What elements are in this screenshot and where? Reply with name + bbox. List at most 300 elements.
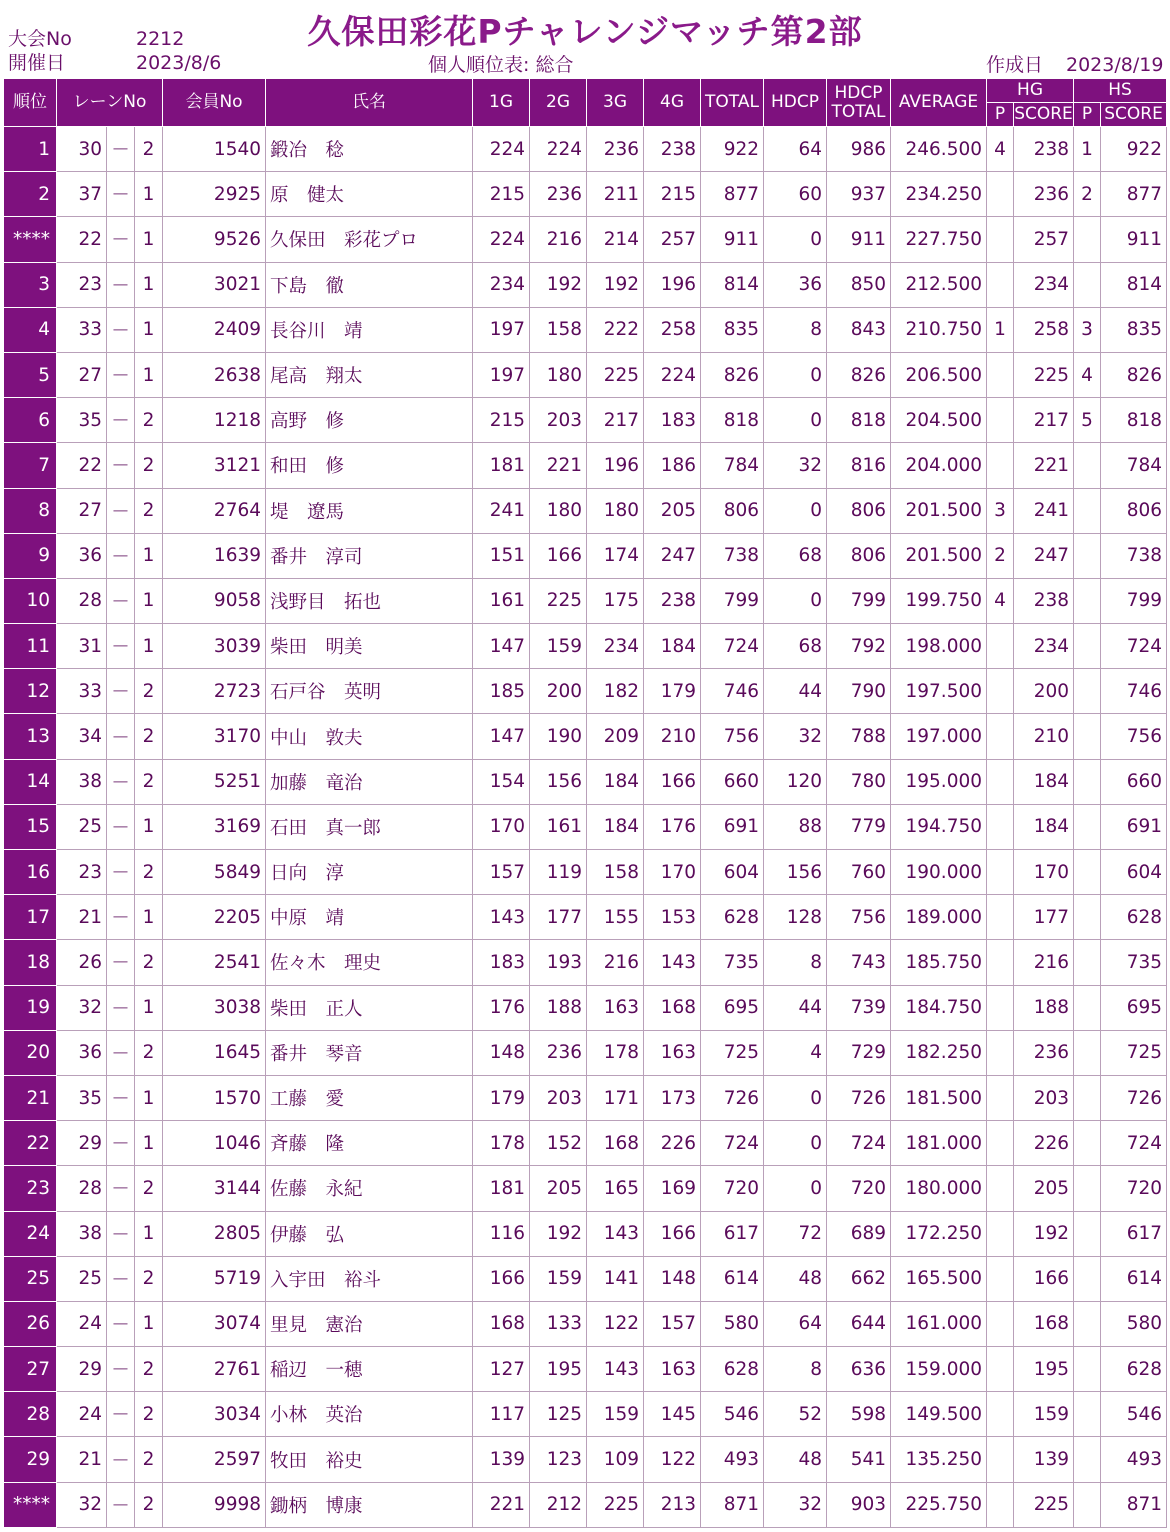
event-date: 2023/8/6 bbox=[136, 52, 222, 74]
hg-score-cell: 192 bbox=[1014, 1211, 1074, 1256]
lane-separator: － bbox=[107, 714, 135, 759]
game-1-cell: 166 bbox=[473, 1256, 530, 1301]
hdcp-cell: 128 bbox=[764, 895, 827, 940]
member-no-cell: 5719 bbox=[163, 1256, 266, 1301]
hdcp-cell: 44 bbox=[764, 985, 827, 1030]
lane-cell: 24 bbox=[57, 1301, 107, 1346]
col-hs-p: P bbox=[1074, 103, 1101, 127]
member-no-cell: 1645 bbox=[163, 1030, 266, 1075]
lane-separator: － bbox=[107, 578, 135, 623]
hs-p-cell bbox=[1074, 985, 1101, 1030]
average-cell: 201.500 bbox=[891, 488, 987, 533]
rank-cell: 16 bbox=[4, 850, 57, 895]
hs-score-cell: 660 bbox=[1101, 759, 1167, 804]
average-cell: 212.500 bbox=[891, 262, 987, 307]
name-cell: 斉藤 隆 bbox=[266, 1121, 473, 1166]
member-no-cell: 1218 bbox=[163, 398, 266, 443]
hg-p-cell bbox=[987, 714, 1014, 759]
hs-score-cell: 726 bbox=[1101, 1075, 1167, 1120]
hdcp-cell: 0 bbox=[764, 1166, 827, 1211]
col-game-2: 2G bbox=[530, 79, 587, 127]
hs-score-cell: 628 bbox=[1101, 895, 1167, 940]
hg-score-cell: 257 bbox=[1014, 217, 1074, 262]
hg-p-cell bbox=[987, 1166, 1014, 1211]
lane-separator: － bbox=[107, 940, 135, 985]
average-cell: 189.000 bbox=[891, 895, 987, 940]
lane-sub-cell: 2 bbox=[135, 443, 163, 488]
total-cell: 756 bbox=[701, 714, 764, 759]
lane-separator: － bbox=[107, 1347, 135, 1392]
hs-score-cell: 493 bbox=[1101, 1437, 1167, 1482]
lane-cell: 22 bbox=[57, 443, 107, 488]
hs-score-cell: 735 bbox=[1101, 940, 1167, 985]
game-3-cell: 158 bbox=[587, 850, 644, 895]
lane-sub-cell: 1 bbox=[135, 307, 163, 352]
name-cell: 久保田 彩花プロ bbox=[266, 217, 473, 262]
lane-sub-cell: 1 bbox=[135, 217, 163, 262]
hs-p-cell bbox=[1074, 262, 1101, 307]
lane-cell: 28 bbox=[57, 578, 107, 623]
game-2-cell: 192 bbox=[530, 262, 587, 307]
member-no-cell: 3021 bbox=[163, 262, 266, 307]
hs-p-cell bbox=[1074, 804, 1101, 849]
lane-separator: － bbox=[107, 307, 135, 352]
lane-cell: 25 bbox=[57, 1256, 107, 1301]
average-cell: 159.000 bbox=[891, 1347, 987, 1392]
member-no-cell: 3038 bbox=[163, 985, 266, 1030]
hdcp-total-cell: 598 bbox=[827, 1392, 891, 1437]
game-1-cell: 178 bbox=[473, 1121, 530, 1166]
hs-p-cell bbox=[1074, 1121, 1101, 1166]
average-cell: 172.250 bbox=[891, 1211, 987, 1256]
hg-p-cell bbox=[987, 1256, 1014, 1301]
name-cell: 下島 徹 bbox=[266, 262, 473, 307]
game-1-cell: 176 bbox=[473, 985, 530, 1030]
game-3-cell: 122 bbox=[587, 1301, 644, 1346]
lane-sub-cell: 2 bbox=[135, 759, 163, 804]
hg-p-cell bbox=[987, 940, 1014, 985]
hdcp-cell: 0 bbox=[764, 217, 827, 262]
lane-cell: 25 bbox=[57, 804, 107, 849]
hg-score-cell: 216 bbox=[1014, 940, 1074, 985]
hg-score-cell: 166 bbox=[1014, 1256, 1074, 1301]
name-cell: 番井 琴音 bbox=[266, 1030, 473, 1075]
table-row bbox=[4, 443, 1167, 488]
average-cell: 194.750 bbox=[891, 804, 987, 849]
game-3-cell: 165 bbox=[587, 1166, 644, 1211]
hdcp-total-cell: 911 bbox=[827, 217, 891, 262]
table-row bbox=[4, 895, 1167, 940]
game-4-cell: 247 bbox=[644, 533, 701, 578]
game-3-cell: 182 bbox=[587, 669, 644, 714]
hg-score-cell: 241 bbox=[1014, 488, 1074, 533]
hg-p-cell bbox=[987, 895, 1014, 940]
member-no-cell: 1639 bbox=[163, 533, 266, 578]
hdcp-cell: 156 bbox=[764, 850, 827, 895]
hdcp-total-cell: 636 bbox=[827, 1347, 891, 1392]
hdcp-cell: 8 bbox=[764, 940, 827, 985]
game-3-cell: 175 bbox=[587, 578, 644, 623]
average-cell: 199.750 bbox=[891, 578, 987, 623]
hdcp-cell: 36 bbox=[764, 262, 827, 307]
total-cell: 617 bbox=[701, 1211, 764, 1256]
name-cell: 入宇田 裕斗 bbox=[266, 1256, 473, 1301]
lane-sub-cell: 1 bbox=[135, 533, 163, 578]
hs-p-cell bbox=[1074, 443, 1101, 488]
total-cell: 724 bbox=[701, 624, 764, 669]
hdcp-cell: 68 bbox=[764, 624, 827, 669]
rank-cell: 2 bbox=[4, 172, 57, 217]
table-row bbox=[4, 533, 1167, 578]
name-cell: 鍛冶 稔 bbox=[266, 127, 473, 172]
hs-p-cell bbox=[1074, 669, 1101, 714]
member-no-cell: 2409 bbox=[163, 307, 266, 352]
col-hdcp: HDCP bbox=[764, 79, 827, 127]
average-cell: 149.500 bbox=[891, 1392, 987, 1437]
hg-score-cell: 225 bbox=[1014, 1482, 1074, 1527]
name-cell: 鋤柄 博康 bbox=[266, 1482, 473, 1527]
total-cell: 628 bbox=[701, 1347, 764, 1392]
hg-p-cell bbox=[987, 1347, 1014, 1392]
hs-p-cell: 5 bbox=[1074, 398, 1101, 443]
hs-score-cell: 614 bbox=[1101, 1256, 1167, 1301]
game-4-cell: 183 bbox=[644, 398, 701, 443]
rank-cell: 24 bbox=[4, 1211, 57, 1256]
member-no-cell: 9526 bbox=[163, 217, 266, 262]
hs-score-cell: 922 bbox=[1101, 127, 1167, 172]
hdcp-cell: 8 bbox=[764, 307, 827, 352]
total-cell: 614 bbox=[701, 1256, 764, 1301]
game-1-cell: 151 bbox=[473, 533, 530, 578]
game-2-cell: 225 bbox=[530, 578, 587, 623]
game-3-cell: 209 bbox=[587, 714, 644, 759]
average-cell: 210.750 bbox=[891, 307, 987, 352]
average-cell: 197.500 bbox=[891, 669, 987, 714]
hg-p-cell bbox=[987, 1301, 1014, 1346]
hg-p-cell bbox=[987, 669, 1014, 714]
hs-p-cell: 3 bbox=[1074, 307, 1101, 352]
name-cell: 和田 修 bbox=[266, 443, 473, 488]
game-2-cell: 203 bbox=[530, 1075, 587, 1120]
member-no-cell: 2764 bbox=[163, 488, 266, 533]
lane-separator: － bbox=[107, 1211, 135, 1256]
average-cell: 206.500 bbox=[891, 352, 987, 397]
total-cell: 493 bbox=[701, 1437, 764, 1482]
lane-separator: － bbox=[107, 1030, 135, 1075]
name-cell: 原 健太 bbox=[266, 172, 473, 217]
total-cell: 691 bbox=[701, 804, 764, 849]
total-cell: 695 bbox=[701, 985, 764, 1030]
hg-p-cell bbox=[987, 985, 1014, 1030]
lane-cell: 32 bbox=[57, 1482, 107, 1527]
game-2-cell: 224 bbox=[530, 127, 587, 172]
total-cell: 628 bbox=[701, 895, 764, 940]
lane-cell: 32 bbox=[57, 985, 107, 1030]
col-game-1: 1G bbox=[473, 79, 530, 127]
game-3-cell: 184 bbox=[587, 759, 644, 804]
hdcp-cell: 52 bbox=[764, 1392, 827, 1437]
lane-separator: － bbox=[107, 398, 135, 443]
hdcp-total-cell: 689 bbox=[827, 1211, 891, 1256]
rank-cell: 29 bbox=[4, 1437, 57, 1482]
hs-p-cell bbox=[1074, 1301, 1101, 1346]
tournament-label: 大会No bbox=[8, 28, 72, 50]
rank-cell: 14 bbox=[4, 759, 57, 804]
table-row bbox=[4, 940, 1167, 985]
hg-p-cell bbox=[987, 172, 1014, 217]
name-cell: 小林 英治 bbox=[266, 1392, 473, 1437]
member-no-cell: 3169 bbox=[163, 804, 266, 849]
table-row bbox=[4, 1347, 1167, 1392]
hg-p-cell bbox=[987, 804, 1014, 849]
name-cell: 伊藤 弘 bbox=[266, 1211, 473, 1256]
hs-score-cell: 725 bbox=[1101, 1030, 1167, 1075]
name-cell: 柴田 明美 bbox=[266, 624, 473, 669]
col-hs-score: SCORE bbox=[1101, 103, 1167, 127]
game-1-cell: 224 bbox=[473, 127, 530, 172]
hdcp-total-cell: 739 bbox=[827, 985, 891, 1030]
game-1-cell: 179 bbox=[473, 1075, 530, 1120]
hdcp-cell: 72 bbox=[764, 1211, 827, 1256]
game-3-cell: 214 bbox=[587, 217, 644, 262]
lane-cell: 33 bbox=[57, 307, 107, 352]
hdcp-total-cell: 726 bbox=[827, 1075, 891, 1120]
hdcp-total-cell: 780 bbox=[827, 759, 891, 804]
lane-cell: 37 bbox=[57, 172, 107, 217]
rank-cell: 22 bbox=[4, 1121, 57, 1166]
game-4-cell: 257 bbox=[644, 217, 701, 262]
hg-score-cell: 236 bbox=[1014, 1030, 1074, 1075]
game-1-cell: 116 bbox=[473, 1211, 530, 1256]
game-2-cell: 192 bbox=[530, 1211, 587, 1256]
hdcp-total-cell: 729 bbox=[827, 1030, 891, 1075]
hg-p-cell bbox=[987, 759, 1014, 804]
game-2-cell: 159 bbox=[530, 1256, 587, 1301]
rank-cell: 3 bbox=[4, 262, 57, 307]
col-hdcp-total-line2: TOTAL bbox=[831, 101, 886, 122]
game-2-cell: 177 bbox=[530, 895, 587, 940]
total-cell: 738 bbox=[701, 533, 764, 578]
rank-cell: 7 bbox=[4, 443, 57, 488]
hdcp-total-cell: 816 bbox=[827, 443, 891, 488]
hg-score-cell: 221 bbox=[1014, 443, 1074, 488]
game-1-cell: 170 bbox=[473, 804, 530, 849]
game-1-cell: 181 bbox=[473, 443, 530, 488]
game-2-cell: 221 bbox=[530, 443, 587, 488]
game-3-cell: 222 bbox=[587, 307, 644, 352]
hs-p-cell bbox=[1074, 1347, 1101, 1392]
hdcp-cell: 48 bbox=[764, 1256, 827, 1301]
average-cell: 181.000 bbox=[891, 1121, 987, 1166]
table-row bbox=[4, 759, 1167, 804]
lane-separator: － bbox=[107, 262, 135, 307]
table-row bbox=[4, 352, 1167, 397]
hdcp-total-cell: 799 bbox=[827, 578, 891, 623]
name-cell: 尾高 翔太 bbox=[266, 352, 473, 397]
lane-separator: － bbox=[107, 624, 135, 669]
name-cell: 加藤 竜治 bbox=[266, 759, 473, 804]
lane-separator: － bbox=[107, 1166, 135, 1211]
game-3-cell: 171 bbox=[587, 1075, 644, 1120]
game-2-cell: 205 bbox=[530, 1166, 587, 1211]
lane-separator: － bbox=[107, 1392, 135, 1437]
lane-separator: － bbox=[107, 1482, 135, 1527]
lane-separator: － bbox=[107, 669, 135, 714]
game-2-cell: 236 bbox=[530, 1030, 587, 1075]
total-cell: 806 bbox=[701, 488, 764, 533]
average-cell: 225.750 bbox=[891, 1482, 987, 1527]
rank-cell: 6 bbox=[4, 398, 57, 443]
game-4-cell: 238 bbox=[644, 127, 701, 172]
hg-score-cell: 184 bbox=[1014, 804, 1074, 849]
member-no-cell: 3144 bbox=[163, 1166, 266, 1211]
game-2-cell: 188 bbox=[530, 985, 587, 1030]
game-4-cell: 153 bbox=[644, 895, 701, 940]
hdcp-cell: 64 bbox=[764, 127, 827, 172]
total-cell: 726 bbox=[701, 1075, 764, 1120]
created-date: 2023/8/19 bbox=[1066, 54, 1164, 76]
hdcp-cell: 8 bbox=[764, 1347, 827, 1392]
hg-score-cell: 159 bbox=[1014, 1392, 1074, 1437]
game-2-cell: 195 bbox=[530, 1347, 587, 1392]
hdcp-total-cell: 806 bbox=[827, 488, 891, 533]
average-cell: 204.000 bbox=[891, 443, 987, 488]
lane-cell: 23 bbox=[57, 850, 107, 895]
lane-separator: － bbox=[107, 1075, 135, 1120]
lane-cell: 29 bbox=[57, 1121, 107, 1166]
name-cell: 里見 憲治 bbox=[266, 1301, 473, 1346]
table-row bbox=[4, 985, 1167, 1030]
lane-sub-cell: 2 bbox=[135, 398, 163, 443]
game-3-cell: 143 bbox=[587, 1347, 644, 1392]
hg-p-cell bbox=[987, 1437, 1014, 1482]
hg-score-cell: 168 bbox=[1014, 1301, 1074, 1346]
name-cell: 柴田 正人 bbox=[266, 985, 473, 1030]
hdcp-cell: 64 bbox=[764, 1301, 827, 1346]
hg-p-cell bbox=[987, 262, 1014, 307]
game-4-cell: 157 bbox=[644, 1301, 701, 1346]
hdcp-cell: 0 bbox=[764, 1121, 827, 1166]
table-row bbox=[4, 1121, 1167, 1166]
col-lane: レーンNo bbox=[57, 79, 163, 127]
game-1-cell: 143 bbox=[473, 895, 530, 940]
lane-sub-cell: 2 bbox=[135, 1166, 163, 1211]
member-no-cell: 3121 bbox=[163, 443, 266, 488]
game-1-cell: 183 bbox=[473, 940, 530, 985]
game-2-cell: 123 bbox=[530, 1437, 587, 1482]
lane-sub-cell: 2 bbox=[135, 1347, 163, 1392]
game-4-cell: 258 bbox=[644, 307, 701, 352]
page-subtitle: 個人順位表: 総合 bbox=[428, 54, 574, 76]
rank-cell: 4 bbox=[4, 307, 57, 352]
hs-score-cell: 724 bbox=[1101, 624, 1167, 669]
hdcp-cell: 0 bbox=[764, 352, 827, 397]
game-4-cell: 176 bbox=[644, 804, 701, 849]
rank-cell: 21 bbox=[4, 1075, 57, 1120]
lane-sub-cell: 1 bbox=[135, 1075, 163, 1120]
game-4-cell: 163 bbox=[644, 1030, 701, 1075]
name-cell: 工藤 愛 bbox=[266, 1075, 473, 1120]
hs-score-cell: 818 bbox=[1101, 398, 1167, 443]
game-1-cell: 221 bbox=[473, 1482, 530, 1527]
hs-p-cell: 1 bbox=[1074, 127, 1101, 172]
ranking-table bbox=[3, 78, 1167, 1528]
col-game-4: 4G bbox=[644, 79, 701, 127]
total-cell: 818 bbox=[701, 398, 764, 443]
hdcp-total-cell: 986 bbox=[827, 127, 891, 172]
hs-score-cell: 871 bbox=[1101, 1482, 1167, 1527]
hs-score-cell: 814 bbox=[1101, 262, 1167, 307]
table-row bbox=[4, 669, 1167, 714]
game-3-cell: 236 bbox=[587, 127, 644, 172]
table-row bbox=[4, 1437, 1167, 1482]
col-member: 会員No bbox=[163, 79, 266, 127]
hs-score-cell: 826 bbox=[1101, 352, 1167, 397]
member-no-cell: 2925 bbox=[163, 172, 266, 217]
table-row bbox=[4, 1256, 1167, 1301]
game-1-cell: 215 bbox=[473, 172, 530, 217]
member-no-cell: 2761 bbox=[163, 1347, 266, 1392]
game-3-cell: 234 bbox=[587, 624, 644, 669]
member-no-cell: 2805 bbox=[163, 1211, 266, 1256]
hs-p-cell bbox=[1074, 759, 1101, 804]
member-no-cell: 2638 bbox=[163, 352, 266, 397]
lane-separator: － bbox=[107, 1301, 135, 1346]
hs-score-cell: 756 bbox=[1101, 714, 1167, 759]
average-cell: 161.000 bbox=[891, 1301, 987, 1346]
game-3-cell: 143 bbox=[587, 1211, 644, 1256]
hg-p-cell bbox=[987, 1075, 1014, 1120]
hg-score-cell: 238 bbox=[1014, 127, 1074, 172]
member-no-cell: 2205 bbox=[163, 895, 266, 940]
rank-cell: 12 bbox=[4, 669, 57, 714]
hg-p-cell: 3 bbox=[987, 488, 1014, 533]
hs-score-cell: 691 bbox=[1101, 804, 1167, 849]
average-cell: 190.000 bbox=[891, 850, 987, 895]
lane-cell: 29 bbox=[57, 1347, 107, 1392]
game-2-cell: 212 bbox=[530, 1482, 587, 1527]
hs-p-cell bbox=[1074, 1256, 1101, 1301]
game-2-cell: 156 bbox=[530, 759, 587, 804]
table-row bbox=[4, 804, 1167, 849]
game-3-cell: 180 bbox=[587, 488, 644, 533]
rank-cell: **** bbox=[4, 217, 57, 262]
table-row bbox=[4, 488, 1167, 533]
game-3-cell: 163 bbox=[587, 985, 644, 1030]
total-cell: 725 bbox=[701, 1030, 764, 1075]
hg-score-cell: 205 bbox=[1014, 1166, 1074, 1211]
hg-p-cell bbox=[987, 217, 1014, 262]
lane-cell: 31 bbox=[57, 624, 107, 669]
lane-separator: － bbox=[107, 443, 135, 488]
lane-sub-cell: 2 bbox=[135, 127, 163, 172]
lane-sub-cell: 2 bbox=[135, 714, 163, 759]
game-3-cell: 141 bbox=[587, 1256, 644, 1301]
game-2-cell: 236 bbox=[530, 172, 587, 217]
game-4-cell: 143 bbox=[644, 940, 701, 985]
hs-score-cell: 738 bbox=[1101, 533, 1167, 578]
lane-sub-cell: 1 bbox=[135, 1301, 163, 1346]
game-1-cell: 197 bbox=[473, 352, 530, 397]
name-cell: 中原 靖 bbox=[266, 895, 473, 940]
name-cell: 佐々木 理史 bbox=[266, 940, 473, 985]
hdcp-total-cell: 790 bbox=[827, 669, 891, 714]
lane-cell: 23 bbox=[57, 262, 107, 307]
hs-score-cell: 784 bbox=[1101, 443, 1167, 488]
member-no-cell: 5849 bbox=[163, 850, 266, 895]
name-cell: 堤 遼馬 bbox=[266, 488, 473, 533]
game-1-cell: 234 bbox=[473, 262, 530, 307]
